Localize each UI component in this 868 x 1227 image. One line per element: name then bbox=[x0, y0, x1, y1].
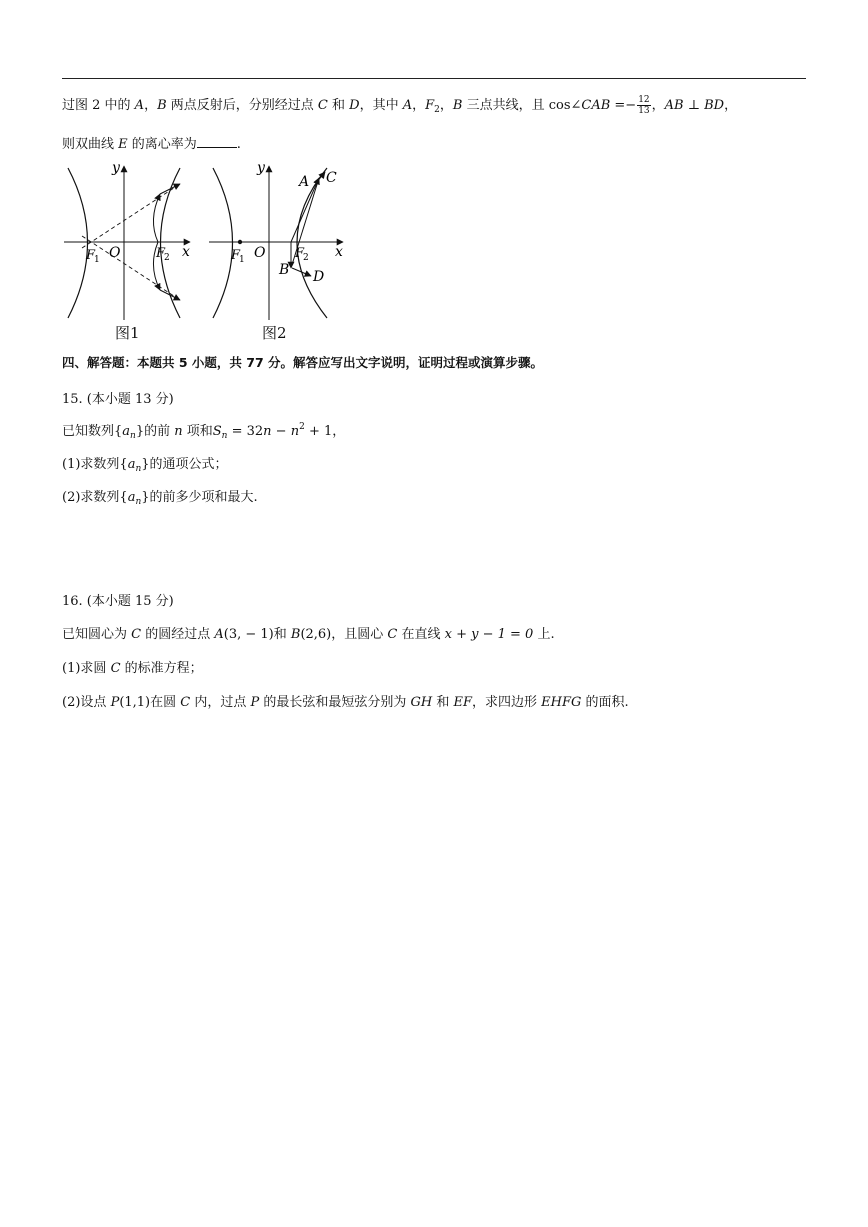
x-axis-label: x bbox=[182, 244, 190, 260]
f2-label: F bbox=[295, 246, 305, 261]
text: ，且圆心 bbox=[331, 627, 388, 642]
var-n: n bbox=[174, 424, 183, 439]
point-c-label: C bbox=[326, 170, 337, 186]
var-F: F bbox=[425, 98, 435, 113]
reflected-ray-upper bbox=[160, 184, 180, 194]
var-A: A bbox=[402, 98, 413, 113]
var-E: E bbox=[118, 137, 128, 152]
subscript: n bbox=[135, 497, 142, 507]
var-CAB: CAB bbox=[581, 98, 611, 113]
perp-expr: AB ⊥ BD bbox=[664, 98, 725, 113]
text: ， bbox=[724, 98, 738, 113]
coord: (3, − 1) bbox=[223, 627, 274, 642]
var-C: C bbox=[180, 695, 191, 710]
var-C: C bbox=[131, 627, 142, 642]
text: (1)求圆 bbox=[62, 661, 111, 676]
subscript: n bbox=[221, 431, 228, 441]
figure-2 bbox=[207, 160, 347, 345]
text: ， bbox=[439, 98, 453, 113]
text: (2)设点 bbox=[62, 695, 111, 710]
f2-label: F bbox=[156, 246, 166, 261]
text: 在直线 bbox=[397, 627, 445, 642]
reflected-ray-lower bbox=[160, 290, 180, 300]
reflected-ray-c bbox=[317, 172, 325, 182]
var-B: B bbox=[290, 627, 301, 642]
text: − bbox=[271, 424, 291, 439]
var-EF: EF bbox=[453, 695, 473, 710]
text: ， bbox=[144, 98, 158, 113]
text: 的圆经过点 bbox=[141, 627, 215, 642]
point-b-label: B bbox=[279, 262, 290, 278]
line-equation: x + y − 1 = 0 bbox=[444, 627, 534, 642]
text: 的离心率为 bbox=[127, 137, 197, 152]
text: 的标准方程； bbox=[120, 661, 203, 676]
var-P: P bbox=[250, 695, 260, 710]
origin-label: O bbox=[109, 245, 121, 261]
text: 已知数列{ bbox=[62, 424, 123, 439]
var-a: a bbox=[127, 457, 136, 472]
text: 内，过点 bbox=[190, 695, 251, 710]
q15-part2 bbox=[62, 488, 258, 508]
text: ， bbox=[651, 98, 665, 113]
text: 两点反射后，分别经过点 bbox=[166, 98, 318, 113]
text: 上. bbox=[533, 627, 555, 642]
text: 和 bbox=[273, 627, 291, 642]
var-C: C bbox=[317, 98, 328, 113]
answer-blank bbox=[197, 134, 237, 148]
text: 的面积. bbox=[581, 695, 629, 710]
text: (1)求数列{ bbox=[62, 457, 128, 472]
text: 已知圆心为 bbox=[62, 627, 132, 642]
var-P: P bbox=[110, 695, 120, 710]
var-EHFG: EHFG bbox=[541, 695, 582, 710]
q16-part2 bbox=[62, 693, 629, 713]
var-A: A bbox=[134, 98, 145, 113]
section-4-heading: 四、解答题：本题共 5 小题，共 77 分。解答应写出文字说明，证明过程或演算步骤。 bbox=[62, 355, 544, 370]
var-C: C bbox=[387, 627, 398, 642]
text: =− bbox=[610, 98, 637, 113]
fraction bbox=[637, 95, 650, 116]
q14-line2 bbox=[62, 134, 241, 155]
f1-point bbox=[238, 240, 242, 244]
header-rule bbox=[62, 78, 806, 79]
figure-2-caption: 图2 bbox=[262, 324, 287, 342]
subscript: 2 bbox=[434, 105, 440, 115]
figure-1-caption: 图1 bbox=[115, 324, 140, 342]
text: + 1， bbox=[304, 424, 346, 439]
var-n: n bbox=[290, 424, 300, 439]
var-a: a bbox=[122, 424, 131, 439]
f2-subscript: 2 bbox=[164, 253, 170, 263]
var-B: B bbox=[452, 98, 463, 113]
f1-subscript: 1 bbox=[239, 255, 245, 265]
superscript: 2 bbox=[299, 422, 305, 432]
text: 过图 2 中的 bbox=[62, 98, 135, 113]
subscript: n bbox=[130, 431, 136, 441]
text: ，求四边形 bbox=[472, 695, 542, 710]
var-D: D bbox=[349, 98, 360, 113]
y-axis-label: y bbox=[257, 160, 265, 176]
hyperbola-left-branch bbox=[213, 168, 233, 318]
var-GH: GH bbox=[410, 695, 433, 710]
dashed-ray-lower bbox=[82, 236, 180, 300]
subscript: n bbox=[135, 464, 142, 474]
f1-label: F bbox=[231, 248, 241, 263]
q15-header: 15. (本小题 13 分) bbox=[62, 392, 174, 407]
text: 在圆 bbox=[150, 695, 181, 710]
q14-line1 bbox=[62, 95, 737, 116]
text: 三点共线，且 cos∠ bbox=[462, 98, 582, 113]
x-axis-label: x bbox=[335, 244, 343, 260]
coord: (1,1) bbox=[119, 695, 151, 710]
y-axis-label: y bbox=[112, 160, 120, 176]
var-B: B bbox=[157, 98, 167, 113]
figure-1 bbox=[62, 160, 197, 345]
text: 和 bbox=[432, 695, 454, 710]
text: = 32 bbox=[227, 424, 264, 439]
coord: (2,6) bbox=[300, 627, 332, 642]
q15-part1 bbox=[62, 455, 228, 475]
f1-label: F bbox=[86, 248, 96, 263]
text: . bbox=[236, 137, 241, 152]
var-n: n bbox=[263, 424, 272, 439]
text: }的前 bbox=[135, 424, 175, 439]
q16-stem bbox=[62, 625, 555, 645]
text: ，其中 bbox=[359, 98, 403, 113]
var-C: C bbox=[110, 661, 121, 676]
q16-part1 bbox=[62, 659, 203, 679]
text: 和 bbox=[327, 98, 350, 113]
origin-label: O bbox=[254, 245, 266, 261]
fraction-numerator: 12 bbox=[638, 95, 650, 105]
text: }的前多少项和最大. bbox=[141, 490, 258, 505]
fraction-denominator: 13 bbox=[638, 106, 650, 116]
text: 项和 bbox=[182, 424, 213, 439]
q16-header: 16. (本小题 15 分) bbox=[62, 594, 174, 609]
hyperbola-left-branch bbox=[68, 168, 88, 318]
text: 则双曲线 bbox=[62, 137, 119, 152]
var-S: S bbox=[212, 424, 222, 439]
text: }的通项公式； bbox=[141, 457, 228, 472]
dashed-ray-upper bbox=[82, 184, 180, 248]
q15-stem bbox=[62, 422, 345, 442]
var-A: A bbox=[214, 627, 224, 642]
point-a-label: A bbox=[299, 174, 310, 190]
text: 的最长弦和最短弦分别为 bbox=[259, 695, 411, 710]
f2-subscript: 2 bbox=[303, 253, 309, 263]
hyperbola-right-branch bbox=[297, 168, 327, 318]
text: (2)求数列{ bbox=[62, 490, 128, 505]
var-a: a bbox=[127, 490, 136, 505]
f1-subscript: 1 bbox=[94, 255, 100, 265]
reflected-ray-d bbox=[292, 268, 311, 276]
text: ， bbox=[412, 98, 426, 113]
point-d-label: D bbox=[313, 269, 325, 285]
